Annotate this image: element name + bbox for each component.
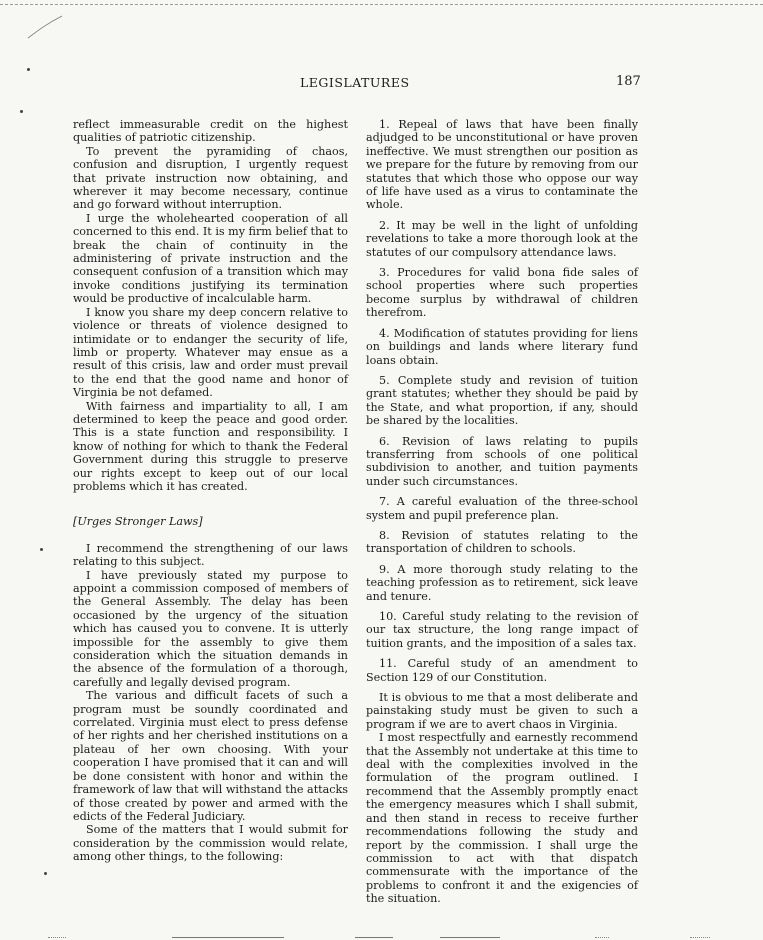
paragraph: I most respectfully and earnestly recommend that the Assembly not undertake at this time to deal with the complexities involved in the formulation of the program outlined. I recommend that the Assembly promptly enact the emergency measures which I shall submit, and then stand in recess to receive further recommendations following the study and report by the commission. I shall urge the commission to act with that dispatch commensurate with the importance of the problems to confront it and the exigencies of the situation. <box>366 731 638 906</box>
scan-mark <box>595 937 609 938</box>
list-item: 11. Careful study of an amendment to Section 129 of our Constitution. <box>366 657 638 684</box>
scan-mark <box>172 937 284 938</box>
paragraph: Some of the matters that I would submit for consideration by the commission would relate, among other things, to the following: <box>73 823 348 864</box>
list-item: 6. Revision of laws relating to pupils transferring from schools of one political subdivision to another, and tuition payments under such circumstances. <box>366 434 638 488</box>
list-item: 2. It may be well in the light of unfolding revelations to take a more thorough look at the statutes of our compulsory attendance laws. <box>366 218 638 259</box>
page-speck <box>40 548 43 551</box>
paragraph: I have previously stated my purpose to appoint a commission composed of members of the General Assembly. The delay has been occasioned by the urgency of the situation which has caused you to convene. It is utterly impossible for the assembly to give them consideration which the situation demands in the absence of the formulation of a thorough, carefully and legally devised program. <box>73 568 348 689</box>
scan-mark <box>440 937 500 938</box>
list-item: 7. A careful evaluation of the three-school system and pupil preference plan. <box>366 495 638 522</box>
list-item: 1. Repeal of laws that have been finally adjudged to be unconstitutional or have proven ineffective. We must strengthen our position as we prepare for the future by removing from our statutes that which those who oppose our way of life have used as a virus to contaminate the whole. <box>366 118 638 212</box>
paragraph: It is obvious to me that a most deliberate and painstaking study must be given to such a program if we are to avert chaos in Virginia. <box>366 691 638 731</box>
left-column <box>73 118 348 864</box>
list-item: 4. Modification of statutes providing for liens on buildings and lands where literary fund loans obtain. <box>366 326 638 367</box>
section-subheading: [Urges Stronger Laws] <box>73 515 203 529</box>
list-item: 10. Careful study relating to the revision of our tax structure, the long range impact of tuition grants, and the imposition of a sales tax. <box>366 610 638 650</box>
paragraph: To prevent the pyramiding of chaos, confusion and disruption, I urgently request that private instruction now obtaining, and wherever it may become necessary, continue and go forward without interruption. <box>73 144 348 212</box>
scan-mark <box>355 937 393 938</box>
paragraph: The various and difficult facets of such a program must be soundly coordinated and correlated. Virginia must elect to press defense of her rights and her cherished institutions on a plateau of her own choosing. With your cooperation I have promised that it can and will be done consistent with honor and within the framework of law that will withstand the attacks of those created by power and armed with the edicts of the Federal Judiciary. <box>73 689 349 823</box>
bottom-scan-marks <box>0 930 763 940</box>
page-speck <box>27 68 30 71</box>
top-dashed-edge <box>0 4 763 5</box>
paragraph: With fairness and impartiality to all, I am determined to keep the peace and good order. This is a state function and responsibility. I know of nothing for which to thank the Federal Government during this struggle to preserve our rights except to keep out of our local problems which it has created. <box>73 399 348 493</box>
paragraph: I urge the wholehearted cooperation of all concerned to this end. It is my firm belief that to break the chain of continuity in the administering of private instruction and the consequent confusion of a transition which may invoke conditions justifying its termination would be productive of incalculable harm. <box>73 211 349 306</box>
paragraph: I know you share my deep concern relative to violence or threats of violence designed to intimidate or to endanger the security of life, limb or property. Whatever may ensue as a result of this crisis, law and order must prevail to the end that the good name and honor of Virginia be not defamed. <box>73 305 348 400</box>
paragraph: I recommend the strengthening of our laws relating to this subject. <box>73 541 348 569</box>
page-speck <box>20 110 23 113</box>
list-item: 8. Revision of statutes relating to the transportation of children to schools. <box>366 528 638 556</box>
list-item: 9. A more thorough study relating to the teaching profession as to retirement, sick leave and tenure. <box>366 562 638 603</box>
scan-mark <box>48 937 66 938</box>
right-column <box>366 118 638 906</box>
running-header: LEGISLATURES <box>300 75 410 90</box>
paragraph: reflect immeasurable credit on the highest qualities of patriotic citizenship. <box>73 118 348 145</box>
scan-mark <box>690 937 710 938</box>
page-speck <box>44 872 47 875</box>
pen-mark <box>26 12 66 42</box>
list-item: 5. Complete study and revision of tuition grant statutes; whether they should be paid by the State, and what proportion, if any, should be shared by the localities. <box>366 373 638 428</box>
page-number: 187 <box>616 74 641 89</box>
list-item: 3. Procedures for valid bona fide sales of school properties where such properties become surplus by withdrawal of children therefrom. <box>366 266 638 320</box>
